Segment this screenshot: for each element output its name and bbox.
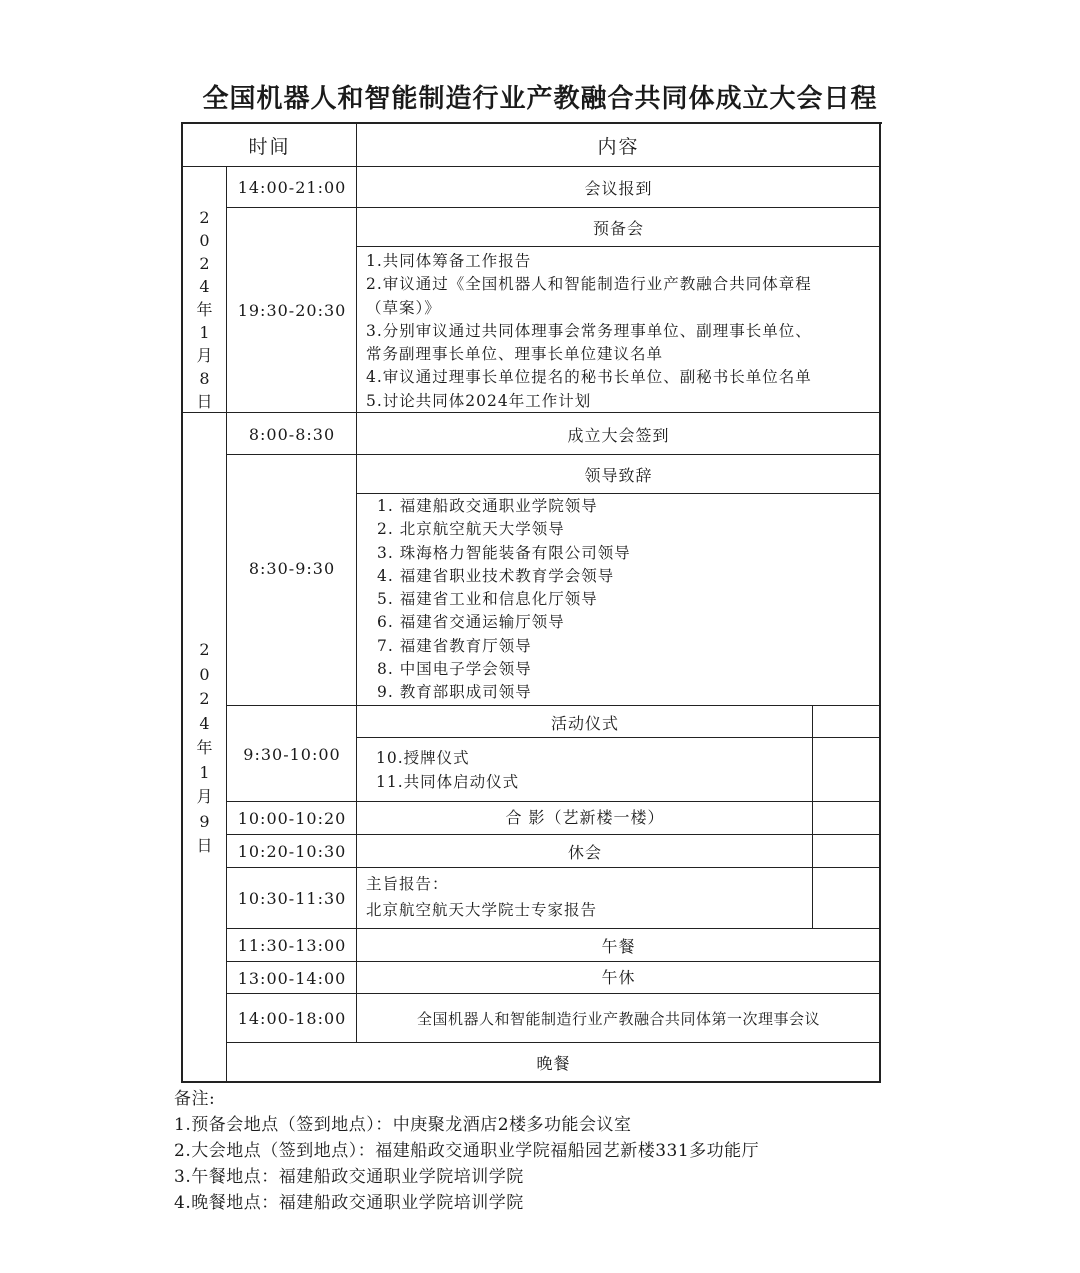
table-border-bottom [181,1081,879,1083]
list-item: 7. 福建省教育厅领导 [377,636,532,655]
content-cell: 休会 [567,843,602,862]
list-item: 5.讨论共同体2024年工作计划 [366,391,592,410]
list-item: 4.审议通过理事长单位提名的秘书长单位、副秘书长单位名单 [366,368,812,387]
list-item: 4. 福建省职业技术教育学会领导 [377,566,615,585]
keynote-detail: 北京航空航天大学院士专家报告 [366,901,598,919]
content-cell: 预备会 [592,219,644,238]
row-line [356,737,881,738]
note-item: 2.大会地点（签到地点）：福建船政交通职业学院福船园艺新楼331多功能厅 [174,1141,760,1161]
list-item: 3.分别审议通过共同体理事会常务理事单位、副理事长单位、 [366,321,812,340]
row-line [356,246,881,247]
day2-date: 2 0 2 4 年 1 月 9 日 [196,640,213,855]
list-item: 6. 福建省交通运输厅领导 [377,613,565,632]
time-cell: 8:00-8:30 [248,424,336,444]
time-cell: 10:00-10:20 [237,809,347,828]
list-item: 9. 教育部职成司领导 [377,683,532,702]
time-cell: 8:30-9:30 [248,559,336,578]
list-item: 2. 北京航空航天大学领导 [377,520,565,539]
list-item: （草案）》 [366,298,441,317]
list-item: 11.共同体启动仪式 [376,773,520,791]
list-item: 3. 珠海格力智能装备有限公司领导 [377,543,631,562]
keynote-label: 主旨报告： [366,875,449,893]
time-cell: 9:30-10:00 [243,744,341,764]
content-cell: 成立大会签到 [567,425,670,445]
content-cell: 午餐 [601,937,636,956]
list-item: 2.审议通过《全国机器人和智能制造行业产教融合共同体章程 [366,275,812,294]
content-cell: 会议报到 [584,179,653,198]
agenda-list [366,250,812,413]
list-item: 1. 福建船政交通职业学院领导 [377,497,598,515]
list-item: 5. 福建省工业和信息化厅领导 [377,590,598,609]
time-cell: 10:20-10:30 [237,842,347,861]
ceremony-list [376,746,519,794]
time-cell: 14:00-18:00 [237,1009,347,1028]
time-cell: 13:00-14:00 [237,968,347,988]
list-item: 8. 中国电子学会领导 [377,660,532,679]
list-item: 1.共同体筹备工作报告 [366,252,532,270]
content-cell: 合 影（艺新楼一楼） [505,808,665,827]
notes-heading: 备注: [174,1089,216,1109]
header-time: 时间 [248,135,291,158]
time-cell: 11:30-13:00 [237,936,347,955]
content-cell: 全国机器人和智能制造行业产教融合共同体第一次理事会议 [416,1010,820,1028]
time-col-divider [356,166,357,1042]
page-title: 全国机器人和智能制造行业产教融合共同体成立大会日程 [202,84,878,114]
content-cell: 晚餐 [536,1054,571,1073]
content-cell: 领导致辞 [584,466,653,485]
list-item: 10.授牌仪式 [376,749,470,767]
time-cell: 10:30-11:30 [237,889,347,908]
content-cell: 活动仪式 [550,713,619,733]
speaker-list [377,495,631,705]
header-content: 内容 [597,135,640,158]
note-item: 4.晚餐地点：福建船政交通职业学院培训学院 [174,1193,524,1213]
table-border-right [879,122,881,1083]
time-cell: 14:00-21:00 [237,178,347,197]
notes-section [174,1086,759,1216]
day1-date: 2 0 2 4 年 1 月 8 日 [196,208,213,411]
time-cell: 19:30-20:30 [237,301,347,320]
note-item: 1.预备会地点（签到地点）：中庚聚龙酒店2楼多功能会议室 [174,1115,632,1135]
note-item: 3.午餐地点：福建船政交通职业学院培训学院 [174,1167,524,1187]
extra-col-divider [812,705,813,929]
list-item: 常务副理事长单位、理事长单位建议名单 [366,345,664,364]
content-cell: 午休 [601,967,636,987]
keynote-cell [366,871,597,923]
